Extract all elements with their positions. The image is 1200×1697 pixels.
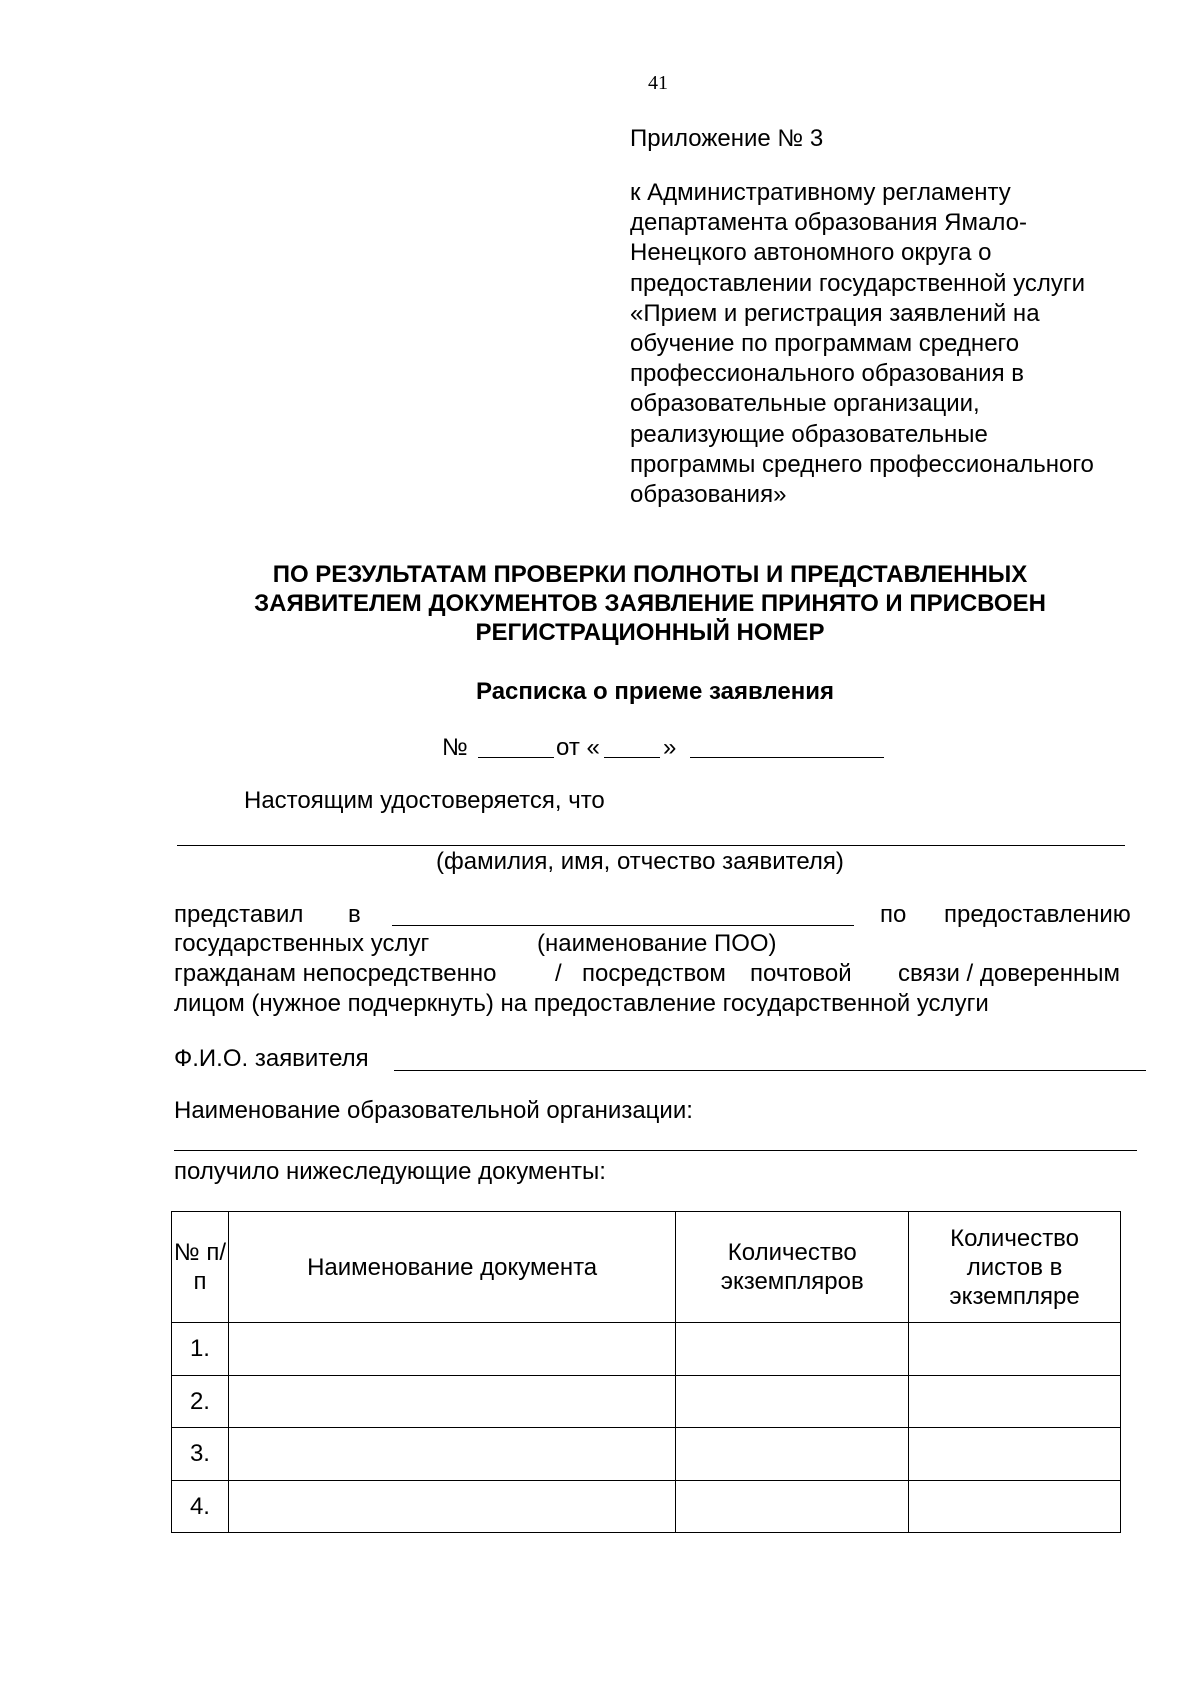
table-row: [172, 1428, 1121, 1481]
copies-cell[interactable]: [676, 1480, 909, 1533]
column-header-document-name: Наименование документа: [228, 1212, 675, 1323]
delivery-option-mail-2: почтовой: [750, 960, 852, 987]
received-documents-label: получило нижеследующие документы:: [174, 1158, 606, 1185]
delivery-option-proxy: связи / доверенным: [898, 960, 1121, 987]
document-heading: ПО РЕЗУЛЬТАТАМ ПРОВЕРКИ ПОЛНОТЫ И ПРЕДСТАВЛЕННЫХ ЗАЯВИТЕЛЕМ ДОКУМЕНТОВ ЗАЯВЛЕНИЕ ПРИНЯТО И ПРИСВОЕН РЕГИСТРАЦИОННЫЙ НОМЕР: [254, 561, 1046, 646]
applicant-name-field[interactable]: [177, 845, 1125, 846]
document-name-cell[interactable]: [228, 1428, 675, 1481]
delivery-separator: /: [555, 960, 562, 987]
applicant-name-caption: (фамилия, имя, отчество заявителя): [436, 848, 844, 875]
receipt-number-field[interactable]: [478, 757, 554, 758]
submitted-by-word: по: [880, 901, 907, 928]
table-row: [172, 1375, 1121, 1428]
row-number: 4.: [172, 1480, 229, 1533]
receipt-month-year-field[interactable]: [690, 757, 884, 758]
table-header-row: [172, 1212, 1121, 1323]
sheets-cell[interactable]: [909, 1323, 1121, 1376]
document-name-cell[interactable]: [228, 1323, 675, 1376]
receipt-day-field[interactable]: [604, 757, 660, 758]
submitted-word: представил: [174, 901, 304, 928]
table-row: [172, 1323, 1121, 1376]
certify-text: Настоящим удостоверяется, что: [244, 787, 605, 814]
document-name-cell[interactable]: [228, 1480, 675, 1533]
poo-name-field[interactable]: [392, 925, 854, 926]
submitted-provision-word: предоставлению: [944, 901, 1131, 928]
submitted-services-text: государственных услуг: [174, 930, 430, 957]
row-number: 1.: [172, 1323, 229, 1376]
sheets-cell[interactable]: [909, 1480, 1121, 1533]
receipt-title: Расписка о приеме заявления: [476, 678, 834, 705]
number-sign: №: [442, 734, 468, 761]
poo-caption: (наименование ПОО): [537, 930, 777, 957]
copies-cell[interactable]: [676, 1375, 909, 1428]
delivery-option-mail-1: посредством: [582, 960, 726, 987]
receipt-quote-close: »: [663, 734, 677, 761]
appendix-reference: к Административному регламенту департамента образования Ямало- Ненецкого автономного округа о предоставлении государственной услуги «Прием и регистрация заявлений на обучение по программам среднего профессионального образования в образовательные организации, реализующие образовательные программы среднего профессионального образования»: [630, 179, 1094, 509]
documents-table: [171, 1211, 1121, 1533]
appendix-title: Приложение № 3: [630, 125, 824, 152]
delivery-note: лицом (нужное подчеркнуть) на предоставление государственной услуги: [174, 990, 989, 1017]
sheets-cell[interactable]: [909, 1428, 1121, 1481]
row-number: 2.: [172, 1375, 229, 1428]
fio-field[interactable]: [394, 1070, 1146, 1071]
copies-cell[interactable]: [676, 1428, 909, 1481]
organization-field[interactable]: [174, 1150, 1137, 1151]
column-header-sheets: Количество листов в экземпляре: [909, 1212, 1121, 1323]
receipt-date-from: от «: [556, 734, 600, 761]
column-header-number: № п/п: [172, 1212, 229, 1323]
page-number: 41: [648, 72, 668, 94]
organization-label: Наименование образовательной организации:: [174, 1097, 693, 1124]
sheets-cell[interactable]: [909, 1375, 1121, 1428]
document-name-cell[interactable]: [228, 1375, 675, 1428]
row-number: 3.: [172, 1428, 229, 1481]
table-row: [172, 1480, 1121, 1533]
fio-label: Ф.И.О. заявителя: [174, 1045, 369, 1072]
delivery-option-direct: гражданам непосредственно: [174, 960, 497, 987]
submitted-in-word: в: [348, 901, 361, 928]
column-header-copies: Количество экземпляров: [676, 1212, 909, 1323]
copies-cell[interactable]: [676, 1323, 909, 1376]
